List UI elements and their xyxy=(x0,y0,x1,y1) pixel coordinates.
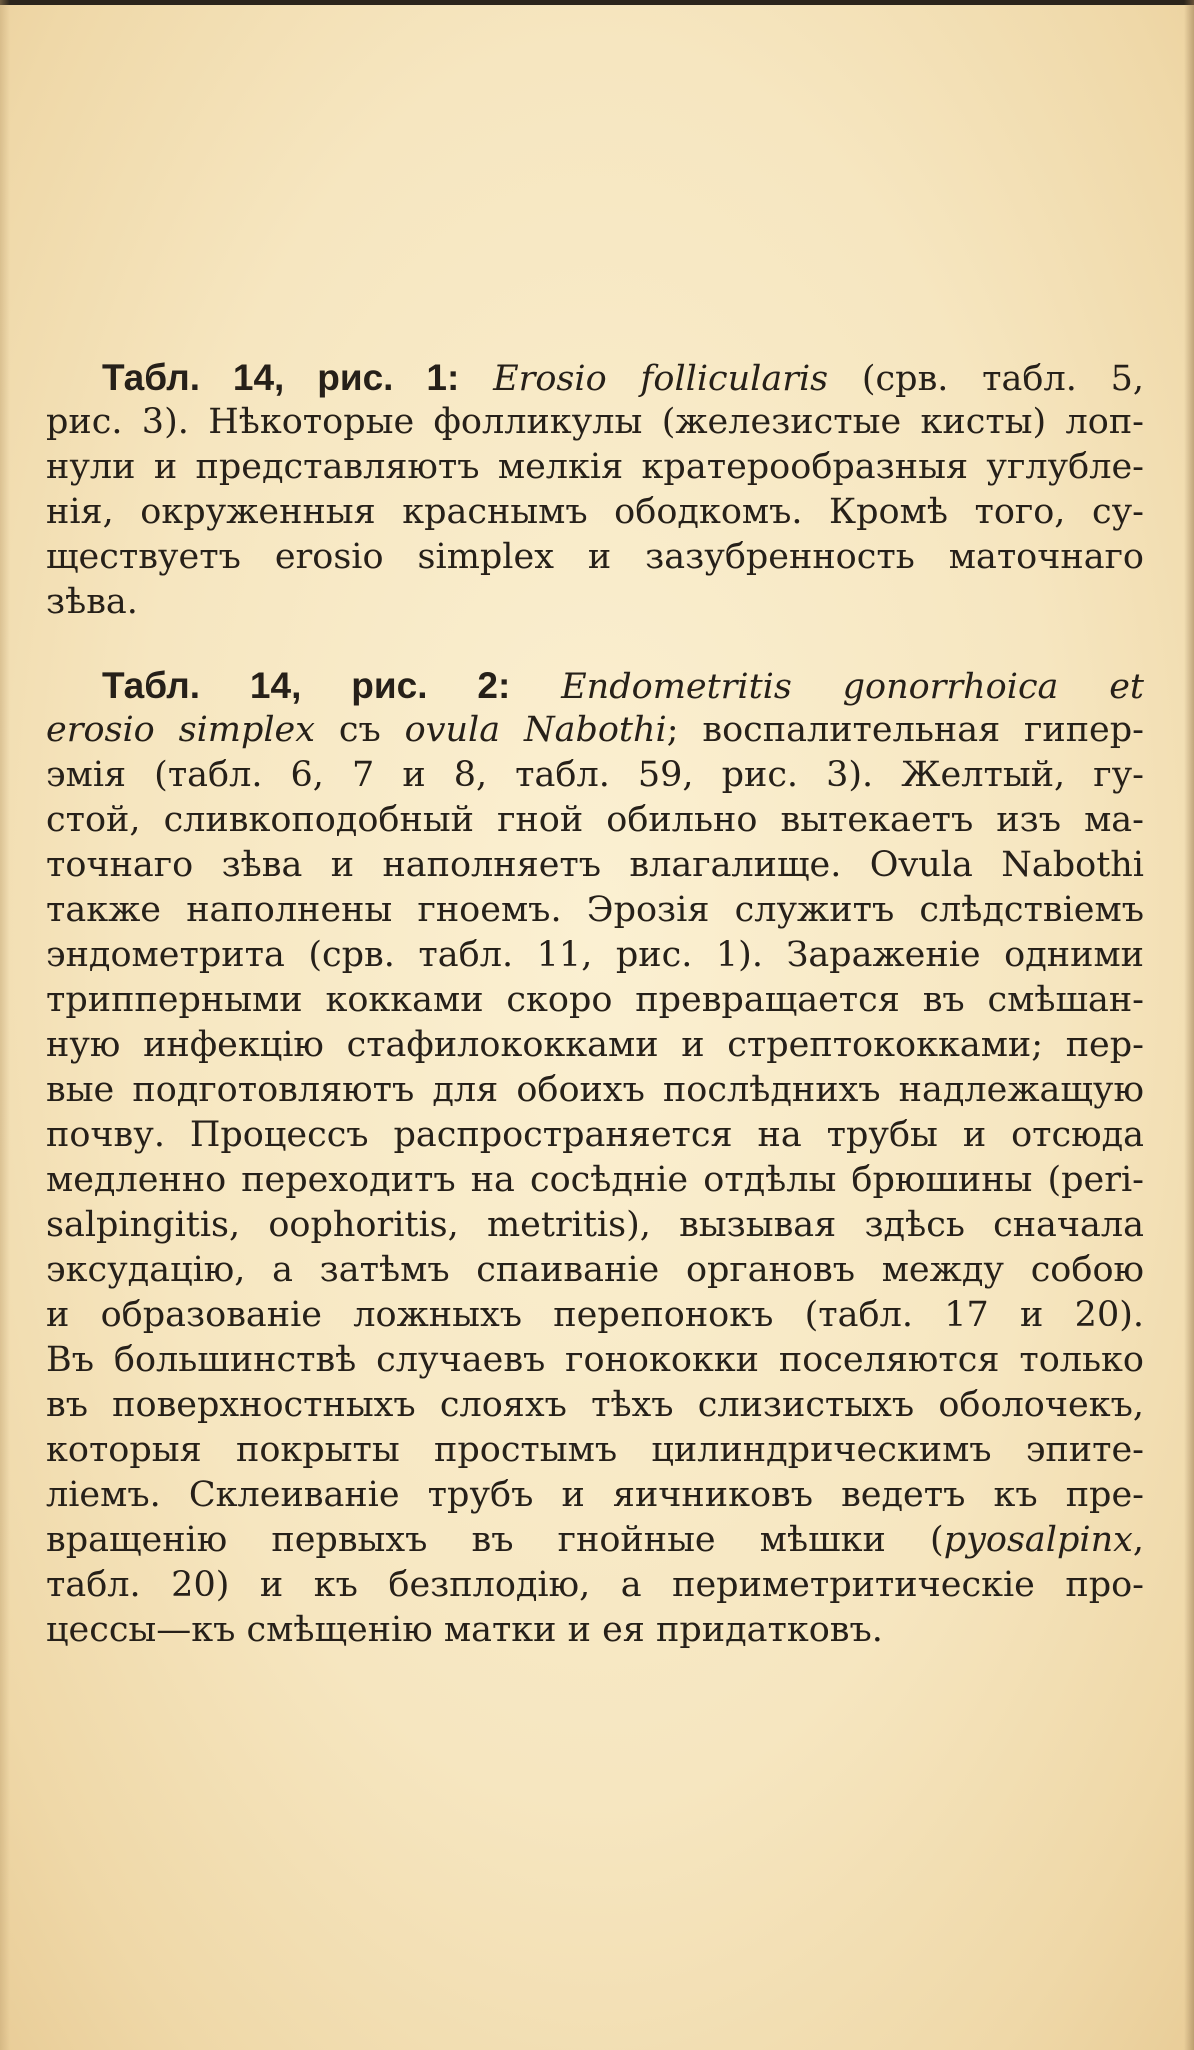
figure-reference: Табл. 14, рис. 2: xyxy=(102,665,511,706)
text-line: эксудацію, а затѣмъ спаиваніе органовъ между собою xyxy=(46,1250,1144,1290)
paragraph-plate-14-fig-2 xyxy=(46,663,1144,1653)
text-line: вые подготовляютъ для обоихъ послѣднихъ надлежащую xyxy=(46,1070,1144,1110)
text-line: нія, окруженныя краснымъ ободкомъ. Кромѣ того, су- xyxy=(46,492,1144,532)
page-text xyxy=(46,355,1144,1653)
text-line: эмія (табл. 6, 7 и 8, табл. 59, рис. 3). Желтый, гу- xyxy=(46,755,1144,795)
latin-term: pyosalpinx xyxy=(943,1520,1133,1560)
text-line: ществуетъ erosio simplex и зазубренность маточнаго xyxy=(46,537,1144,577)
figure-reference: Табл. 14, рис. 1: xyxy=(102,357,460,398)
text-line: зѣва. xyxy=(46,582,138,622)
text-line: также наполнены гноемъ. Эрозія служитъ слѣдствіемъ xyxy=(46,890,1144,930)
text-span: , xyxy=(1132,1520,1144,1560)
text-line: нули и представляютъ мелкія кратерообразныя углубле- xyxy=(46,447,1144,487)
text-span: ; воспалительная гипер- xyxy=(666,710,1144,750)
text-line: рис. 3). Нѣкоторые фолликулы (железистые кисты) лоп- xyxy=(46,402,1144,442)
page-left-edge xyxy=(0,0,10,2050)
text-line: эндометрита (срв. табл. 11, рис. 1). Зараженіе одними xyxy=(46,935,1144,975)
text-line: salpingitis, oophoritis, metritis), вызывая здѣсь сначала xyxy=(46,1205,1144,1245)
page-right-edge xyxy=(1184,0,1194,2050)
text-line: въ поверхностныхъ слояхъ тѣхъ слизистыхъ оболочекъ, xyxy=(46,1385,1144,1425)
text-line: стой, сливкоподобный гной обильно вытекаетъ изъ ма- xyxy=(46,800,1144,840)
text-line: которыя покрыты простымъ цилиндрическимъ эпите- xyxy=(46,1430,1144,1470)
text-line: Въ большинствѣ случаевъ гонококки поселяются только xyxy=(46,1340,1144,1380)
text-line: почву. Процессъ распространяется на трубы и отсюда xyxy=(46,1115,1144,1155)
text-line xyxy=(46,708,1144,753)
text-span: (срв. табл. 5, xyxy=(861,359,1144,399)
text-line: ную инфекцію стафилококками и стрептококками; пер- xyxy=(46,1025,1144,1065)
text-line xyxy=(46,1518,1144,1563)
paragraph-spacer xyxy=(46,625,1144,663)
text-line xyxy=(46,355,1144,400)
latin-term: Endometritis gonorrhoica et xyxy=(561,667,1144,707)
latin-term: ovula Nabothi xyxy=(404,710,667,750)
text-line: ліемъ. Склеиваніе трубъ и яичниковъ ведетъ къ пре- xyxy=(46,1475,1144,1515)
text-span: вращенію первыхъ въ гнойные мѣшки ( xyxy=(46,1520,944,1560)
latin-term: Erosio follicularis xyxy=(493,359,829,399)
text-line xyxy=(46,663,1144,708)
page-top-edge xyxy=(0,0,1194,5)
text-line: и образованіе ложныхъ перепонокъ (табл. 17 и 20). xyxy=(46,1295,1144,1335)
paragraph-plate-14-fig-1 xyxy=(46,355,1144,625)
text-line: точнаго зѣва и наполняетъ влагалище. Ovula Nabothi xyxy=(46,845,1144,885)
text-line: табл. 20) и къ безплодію, а периметритическіе про- xyxy=(46,1565,1144,1605)
text-line: трипперными кокками скоро превращается въ смѣшан- xyxy=(46,980,1144,1020)
text-span: съ xyxy=(338,710,381,750)
text-line: медленно переходитъ на сосѣдніе отдѣлы брюшины (peri- xyxy=(46,1160,1144,1200)
text-line: цессы—къ смѣщенію матки и ея придатковъ. xyxy=(46,1610,883,1650)
latin-term: erosio simplex xyxy=(46,710,316,750)
